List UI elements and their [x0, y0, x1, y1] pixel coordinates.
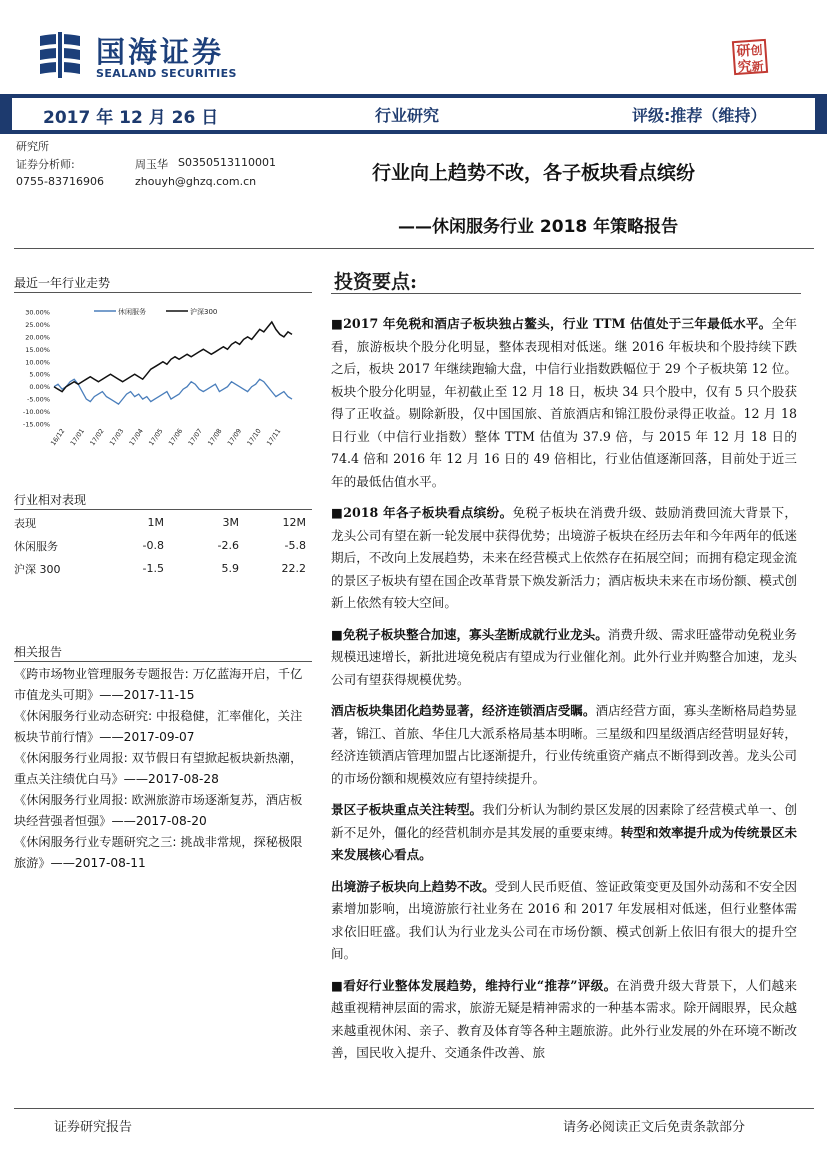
key-points-divider	[331, 293, 801, 294]
paragraph	[331, 313, 797, 493]
table-cell: 休闲服务	[14, 539, 58, 553]
paragraph	[331, 700, 797, 790]
x-tick-label: 17/02	[88, 427, 106, 448]
table-cell: -2.6	[217, 539, 239, 552]
related-report-item[interactable]: 《休闲服务行业动态研究: 中报稳健，汇率催化，关注板块节前行情》——2017-09-07	[14, 709, 303, 744]
paragraph-lead: ■免税子板块整合加速，寡头垄断成就行业龙头。	[331, 626, 608, 642]
key-points-body	[331, 313, 797, 1074]
x-tick-label: 17/11	[265, 427, 283, 448]
table-cell: 沪深 300	[14, 562, 61, 576]
analyst-email[interactable]: zhouyh@ghzq.com.cn	[135, 175, 257, 188]
trend-heading: 最近一年行业走势	[14, 276, 111, 290]
paragraph	[331, 799, 797, 867]
report-rating: 评级:推荐（维持）	[632, 106, 767, 125]
series-line-index	[54, 322, 292, 392]
related-report-item[interactable]: 《跨市场物业管理服务专题报告: 万亿蓝海开启，千亿市值龙头可期》——2017-11-15	[14, 667, 303, 702]
footer-divider	[14, 1108, 814, 1109]
x-tick-label: 17/10	[245, 427, 263, 448]
y-tick-label: -15.00%	[22, 420, 50, 429]
series-line-industry	[54, 379, 292, 404]
related-report-item[interactable]: 《休闲服务行业专题研究之三: 挑战非常规，探秘极限旅游》——2017-08-11	[14, 835, 303, 870]
report-subtitle: ——休闲服务行业 2018 年策略报告	[398, 217, 679, 237]
x-tick-label: 16/12	[49, 427, 67, 448]
trend-chart	[14, 298, 314, 460]
paragraph-lead: ■2018 年各子板块看点缤纷。	[331, 505, 513, 520]
table-cell: -0.8	[142, 539, 164, 552]
x-tick-label: 17/07	[186, 427, 204, 448]
performance-divider	[14, 509, 312, 510]
legend-industry-label: 休闲服务	[118, 308, 146, 316]
paragraph-lead: ■看好行业整体发展趋势，维持行业“推荐”评级。	[331, 977, 617, 993]
footer-right-text: 请务必阅读正文后免责条款部分	[563, 1120, 746, 1135]
paragraph	[331, 624, 797, 692]
table-row	[14, 557, 306, 580]
table-cell: 22.2	[281, 562, 306, 575]
related-report-item[interactable]: 《休闲服务行业周报: 欧洲旅游市场逐渐复苏，酒店板块经营强者恒强》——2017-08-20	[14, 793, 303, 828]
footer-left-text: 证券研究报告	[54, 1120, 133, 1135]
analyst-license: S0350513110001	[178, 156, 276, 169]
paragraph-text: 酒店经营方面，寡头垄断格局趋势显著，锦江、首旅、华住几大派系格局基本明晰。三星级和四星级酒店经营明显好转，经济连锁酒店管理加盟占比逐渐提升，行业传统重资产痛点不断得到改善。龙头公司的市场份额和规模效应有望持续提升。	[331, 703, 798, 786]
table-cell: 5.9	[221, 562, 239, 575]
x-tick-label: 17/08	[206, 427, 224, 448]
table-header-cell: 3M	[222, 516, 239, 529]
y-tick-label: 25.00%	[25, 320, 50, 329]
x-tick-label: 17/04	[127, 427, 145, 448]
table-row	[14, 534, 306, 557]
analyst-dept: 研究所	[16, 140, 49, 153]
y-tick-label: 30.00%	[25, 308, 50, 317]
analyst-phone: 0755-83716906	[16, 175, 104, 188]
performance-table	[14, 511, 306, 580]
x-tick-label: 17/06	[166, 427, 185, 448]
paragraph-text: 我们分析认为制约景区发展的因素除了经营模式单一、创新不足外，僵化的经营机制亦是其发展的重要束缚。	[331, 802, 798, 840]
y-tick-label: 10.00%	[25, 358, 50, 367]
logo-chinese-name: 国海证券	[96, 35, 225, 69]
related-heading: 相关报告	[14, 645, 63, 659]
performance-heading: 行业相对表现	[14, 493, 87, 507]
title-divider	[14, 248, 814, 249]
y-tick-label: -10.00%	[22, 408, 50, 417]
table-header-cell: 表现	[14, 516, 36, 530]
logo-english-name: SEALAND SECURITIES	[96, 67, 237, 80]
analyst-role: 证券分析师:	[16, 158, 75, 171]
x-tick-label: 17/09	[225, 427, 244, 448]
paragraph-lead: 出境游子板块向上趋势不改。	[331, 878, 495, 894]
trend-divider	[14, 292, 312, 293]
report-title: 行业向上趋势不改，各子板块看点缤纷	[372, 162, 696, 184]
table-cell: -1.5	[142, 562, 164, 575]
x-tick-label: 17/01	[68, 427, 87, 448]
paragraph-text: 免税子板块在消费升级、鼓励消费回流大背景下，龙头公司有望在新一轮发展中获得优势；出境游子板块在经历去年和今年两年的低迷期后，不改向上发展趋势，未来在经营模式上依然存在拓展空间；而拥有稳定现金流的景区子板块有望在国企改革背景下焕发新活力；酒店板块未来在市场份额、模式创新上依然有较大空间。	[331, 505, 797, 610]
x-tick-label: 17/03	[107, 427, 126, 448]
report-date: 2017 年 12 月 26 日	[43, 108, 219, 128]
research-seal-stamp: 研创 究新	[732, 39, 768, 75]
paragraph	[331, 975, 797, 1065]
x-tick-label: 17/05	[147, 427, 165, 448]
table-header-cell: 12M	[282, 516, 306, 529]
related-report-item[interactable]: 《休闲服务行业周报: 双节假日有望掀起板块新热潮，重点关注绩优白马》——2017-08-28	[14, 751, 303, 786]
y-tick-label: 20.00%	[25, 333, 50, 342]
y-tick-label: 0.00%	[29, 383, 50, 392]
y-tick-label: 5.00%	[29, 370, 50, 379]
paragraph-text: 消费升级、需求旺盛带动免税业务规模迅速增长，新批进境免税店有望成为行业催化剂。此外行业并购整合加速，龙头公司有望获得规模优势。	[331, 626, 797, 687]
legend-index-label: 沪深300	[190, 308, 218, 316]
paragraph-text: 在消费升级大背景下，人们越来越重视精神层面的需求，旅游无疑是精神需求的一种基本需求。除开阔眼界，民众越来越重视休闲、亲子、教育及体育等各种主题旅游。此外行业发展的外在环境不断改善，国民收入提升、交通条件改善、旅	[331, 977, 797, 1060]
analyst-name: 周玉华	[135, 158, 168, 171]
paragraph-text: 全年看，旅游板块个股分化明显，整体表现相对低迷。继 2016 年板块和个股持续下跌之后，板块 2017 年继续跑输大盘，中信行业指数跌幅位于 29 个子板块第 12 位。板块个股分化明显，年初截止至 12 月 18 日，板块 34 只个股中，仅有 5 只个股获得了正收益。剔除新股，仅中国国旅、首旅酒店和锦江股份录得正收益。12 月 18 日行业（中信行业指数）整体 TTM 估值为 37.9 倍，与 2015 年 12 月 18 日的 74.4 倍和 2016 年 12 月 16 日的 49 倍相比，行业估值逐渐回落，目前处于近三年的最低估值水平。	[331, 316, 797, 489]
related-reports-list	[14, 664, 314, 874]
paragraph-lead: 酒店板块集团化趋势显著，经济连锁酒店受瞩。	[331, 703, 596, 718]
table-row	[14, 511, 306, 534]
paragraph-emphasis: 转型和效率提升成为传统景区未来发展核心看点。	[331, 824, 798, 862]
y-tick-label: 15.00%	[25, 345, 50, 354]
paragraph	[331, 876, 797, 966]
table-header-cell: 1M	[147, 516, 164, 529]
key-points-heading: 投资要点:	[334, 271, 418, 293]
sealand-logo-icon	[34, 32, 86, 78]
paragraph	[331, 502, 797, 615]
y-tick-label: -5.00%	[27, 395, 50, 404]
table-cell: -5.8	[284, 539, 306, 552]
paragraph-lead: ■2017 年免税和酒店子板块独占鳌头，行业 TTM 估值处于三年最低水平。	[331, 316, 772, 331]
paragraph-lead: 景区子板块重点关注转型。	[331, 802, 483, 817]
report-category: 行业研究	[375, 106, 440, 125]
paragraph-text: 受到人民币贬值、签证政策变更及国外动荡和不安全因素增加影响，出境游旅行社业务在 2016 和 2017 年发展相对低迷，但行业整体需求依旧旺盛。我们认为行业龙头公司在市场份额、模式创新上依旧有很大的提升空间。	[331, 878, 798, 961]
related-divider	[14, 661, 312, 662]
